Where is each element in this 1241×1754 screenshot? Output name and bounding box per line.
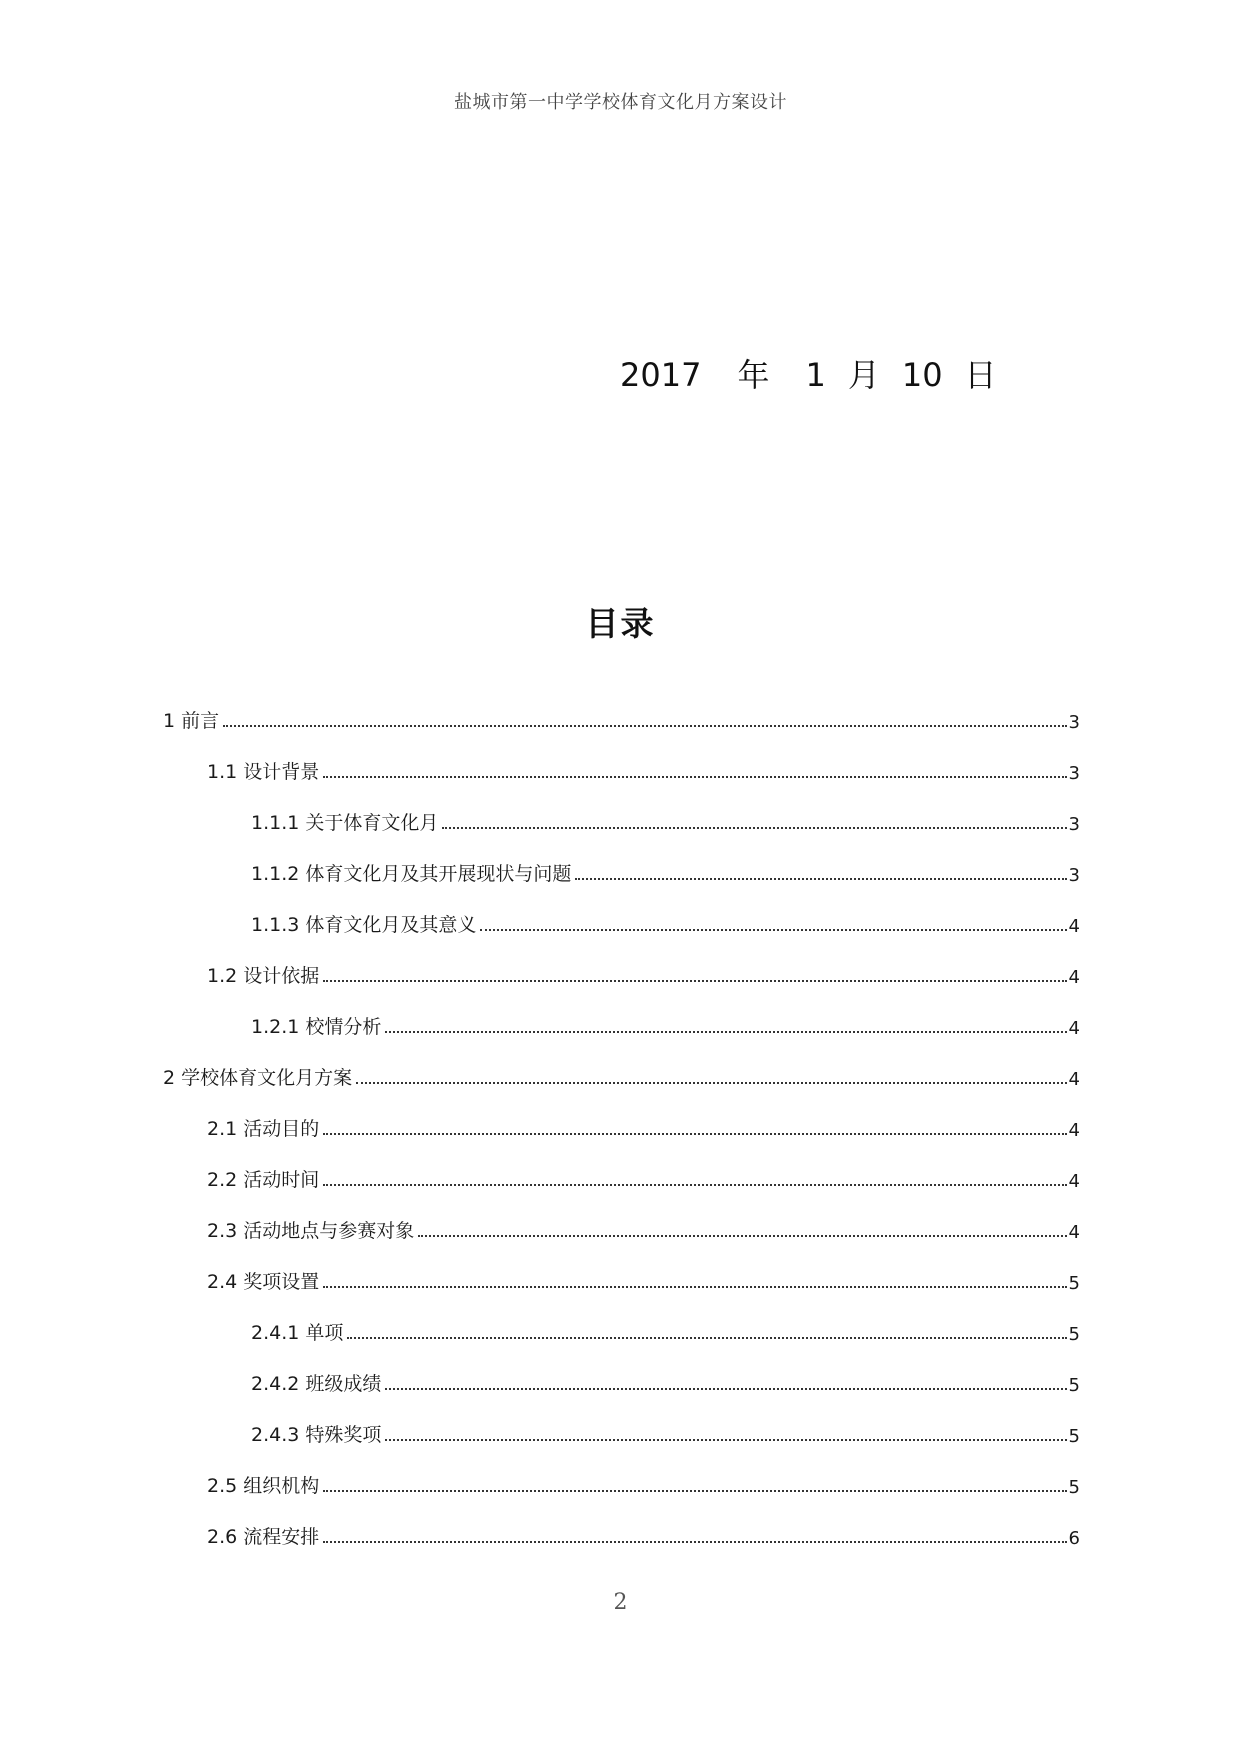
toc-entry[interactable] <box>251 1317 1080 1345</box>
date-line <box>620 350 997 396</box>
toc-entry[interactable] <box>251 858 1080 886</box>
toc-entry-label: 1.2 设计依据 <box>207 965 320 987</box>
toc-entry-label: 1.1.3 体育文化月及其意义 <box>251 914 477 936</box>
toc-leader-dots <box>323 1286 1066 1288</box>
toc-entry-label: 2.4 奖项设置 <box>207 1271 320 1293</box>
page-number: 2 <box>613 1590 628 1615</box>
toc-entry-page: 3 <box>1068 814 1080 835</box>
date-year-unit: 年 <box>737 356 770 394</box>
toc-entry[interactable] <box>163 1062 1080 1090</box>
toc-entry[interactable] <box>207 960 1080 988</box>
toc-entry-page: 6 <box>1068 1528 1080 1549</box>
toc-leader-dots <box>223 725 1066 727</box>
toc-entry-label: 2.4.1 单项 <box>251 1322 344 1344</box>
toc-leader-dots <box>356 1082 1066 1084</box>
toc-entry-page: 4 <box>1068 1171 1080 1192</box>
date-day: 10 <box>901 356 943 394</box>
toc-leader-dots <box>323 1541 1066 1543</box>
toc-entry[interactable] <box>251 1368 1080 1396</box>
toc-entry-label: 2.6 流程安排 <box>207 1526 320 1548</box>
toc-leader-dots <box>323 980 1066 982</box>
toc-leader-dots <box>385 1031 1066 1033</box>
toc-entry-page: 5 <box>1068 1477 1080 1498</box>
toc-entry[interactable] <box>207 1164 1080 1192</box>
date-year: 2017 <box>620 356 702 394</box>
toc-entry[interactable] <box>207 1470 1080 1498</box>
toc-entry-label: 1.1 设计背景 <box>207 761 320 783</box>
toc-entry-page: 5 <box>1068 1273 1080 1294</box>
toc-leader-dots <box>418 1235 1066 1237</box>
toc-entry[interactable] <box>251 909 1080 937</box>
toc-entry-label: 2 学校体育文化月方案 <box>163 1067 353 1089</box>
toc-entry-label: 2.1 活动目的 <box>207 1118 320 1140</box>
toc-leader-dots <box>442 827 1066 829</box>
date-month-unit: 月 <box>847 356 880 394</box>
toc-entry-page: 5 <box>1068 1375 1080 1396</box>
toc-leader-dots <box>323 776 1066 778</box>
toc-entry-page: 4 <box>1068 916 1080 937</box>
toc-entry-page: 5 <box>1068 1324 1080 1345</box>
toc-entry-page: 4 <box>1068 967 1080 988</box>
toc-leader-dots <box>323 1184 1066 1186</box>
toc-entry-page: 4 <box>1068 1018 1080 1039</box>
toc-entry-label: 2.4.3 特殊奖项 <box>251 1424 382 1446</box>
toc-entry-label: 2.3 活动地点与参赛对象 <box>207 1220 415 1242</box>
toc-entry-page: 5 <box>1068 1426 1080 1447</box>
toc-leader-dots <box>385 1388 1066 1390</box>
toc-leader-dots <box>480 929 1066 931</box>
toc-leader-dots <box>323 1490 1066 1492</box>
toc-entry[interactable] <box>251 1419 1080 1447</box>
toc-entry-page: 4 <box>1068 1069 1080 1090</box>
toc-entry-label: 2.5 组织机构 <box>207 1475 320 1497</box>
toc-entry-label: 1.1.1 关于体育文化月 <box>251 812 439 834</box>
toc-entry-page: 4 <box>1068 1222 1080 1243</box>
toc-entry[interactable] <box>251 807 1080 835</box>
toc-leader-dots <box>385 1439 1066 1441</box>
page-header: 盐城市第一中学学校体育文化月方案设计 <box>454 92 787 113</box>
toc-entry-page: 4 <box>1068 1120 1080 1141</box>
toc-entry-label: 1.2.1 校情分析 <box>251 1016 382 1038</box>
toc-entry[interactable] <box>251 1011 1080 1039</box>
date-month: 1 <box>805 356 826 394</box>
toc-leader-dots <box>323 1133 1066 1135</box>
toc-entry-page: 3 <box>1068 763 1080 784</box>
toc-entry-page: 3 <box>1068 865 1080 886</box>
toc-entry[interactable] <box>207 1215 1080 1243</box>
toc-title: 目录 <box>585 604 656 643</box>
toc-entry[interactable] <box>207 756 1080 784</box>
toc-leader-dots <box>347 1337 1066 1339</box>
toc-entry-page: 3 <box>1068 712 1080 733</box>
toc-entry[interactable] <box>163 705 1080 733</box>
toc-entry-label: 1 前言 <box>163 710 220 732</box>
toc-entry-label: 2.2 活动时间 <box>207 1169 320 1191</box>
toc-entry[interactable] <box>207 1266 1080 1294</box>
toc-entry-label: 1.1.2 体育文化月及其开展现状与问题 <box>251 863 572 885</box>
toc-entry[interactable] <box>207 1113 1080 1141</box>
date-day-unit: 日 <box>964 356 997 394</box>
toc-entry[interactable] <box>207 1521 1080 1549</box>
toc-leader-dots <box>575 878 1066 880</box>
toc-entry-label: 2.4.2 班级成绩 <box>251 1373 382 1395</box>
